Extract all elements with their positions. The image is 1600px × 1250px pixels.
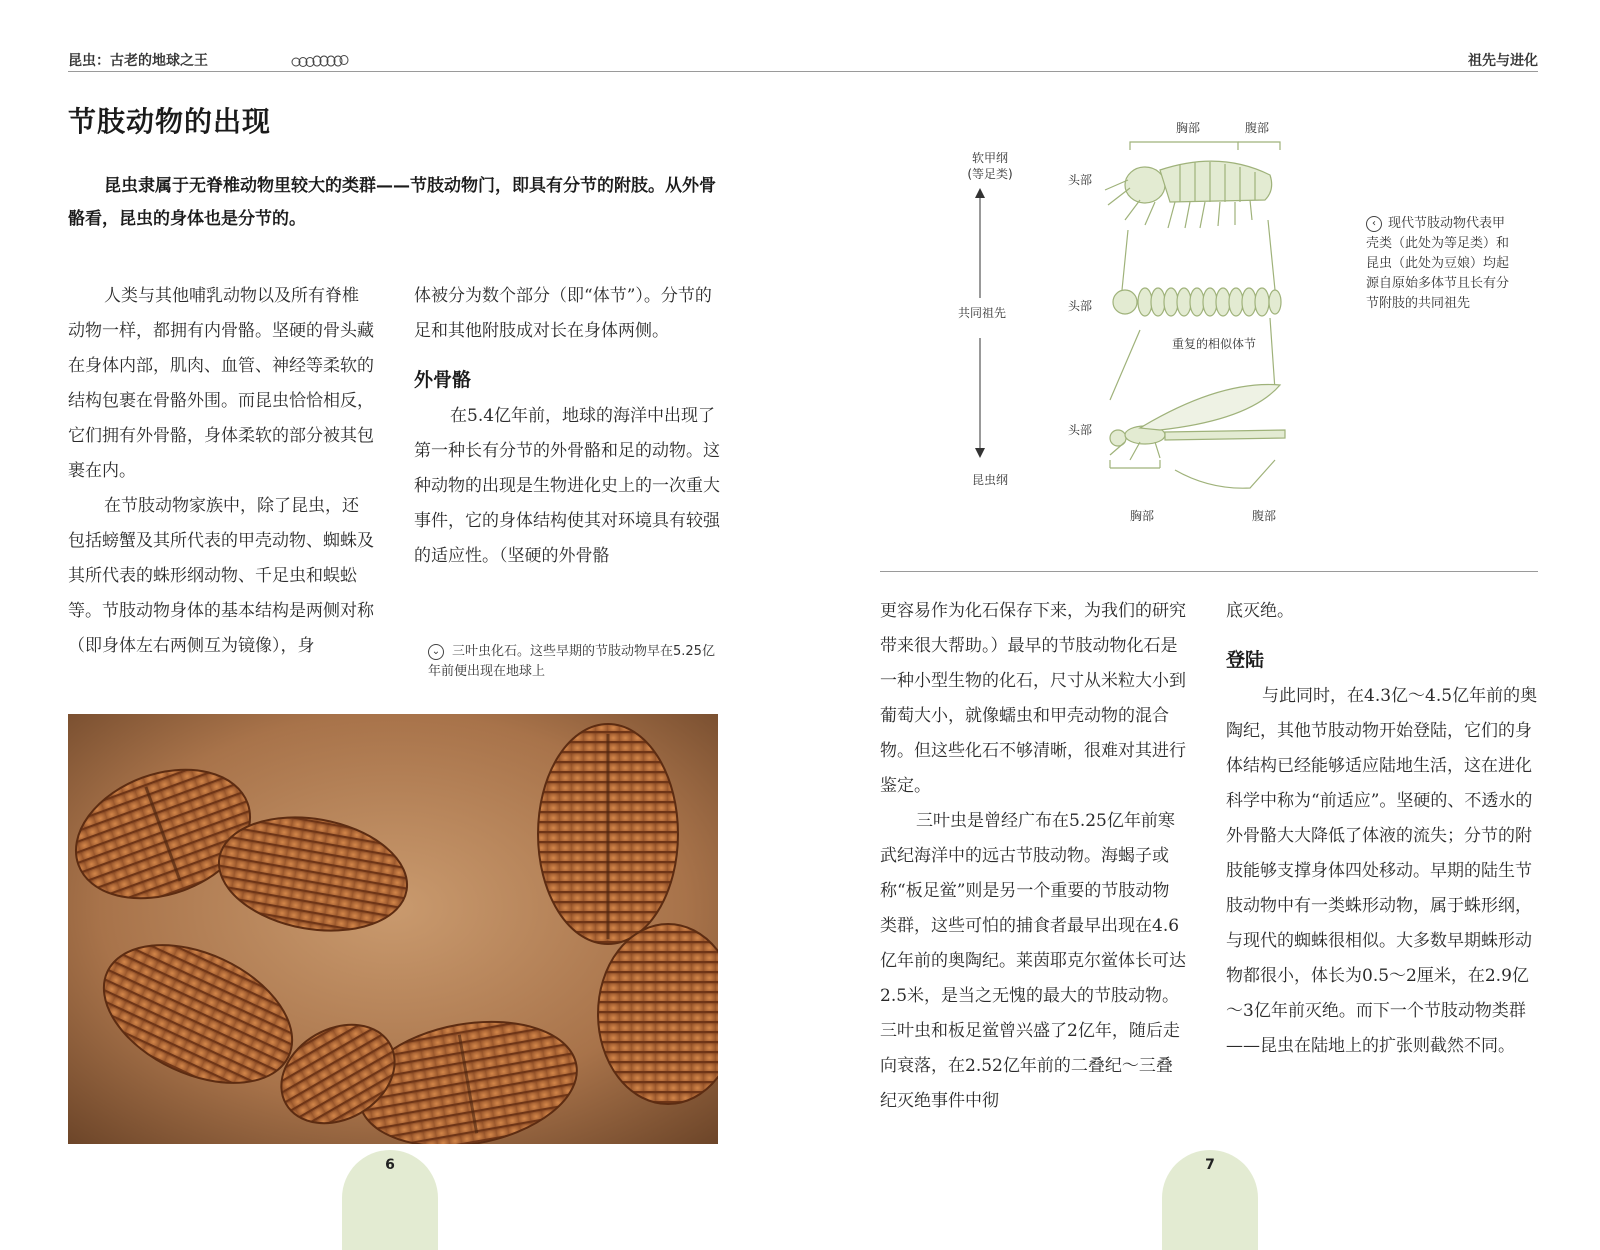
- section-rule: [880, 571, 1538, 572]
- page-title: 节肢动物的出现: [68, 105, 272, 138]
- diagram-label-head: 头部: [1068, 299, 1093, 313]
- diagram-label-abdomen: 腹部: [1245, 121, 1270, 135]
- left-column-1: [68, 279, 374, 664]
- body-paragraph: 在节肢动物家族中，除了昆虫，还包括螃蟹及其所代表的甲壳动物、蜘蛛及其所代表的蛛形纲动物、千足虫和蜈蚣等。节肢动物身体的基本结构是两侧对称（即身体左右两侧互为镜像），身: [68, 496, 374, 656]
- body-paragraph: 人类与其他哺乳动物以及所有脊椎动物一样，都拥有内骨骼。坚硬的骨头藏在身体内部，肌肉、血管、神经等柔软的结构包裹在骨骼外围。而昆虫恰恰相反，它们拥有外骨骼，身体柔软的部分被其包裹在内。: [68, 286, 374, 481]
- diagram-label-thorax: 胸部: [1130, 509, 1155, 523]
- body-paragraph: 与此同时，在4.3亿～4.5亿年前的奥陶纪，其他节肢动物开始登陆，它们的身体结构已经能够适应陆地生活，这在进化科学中称为“前适应”。坚硬的、不透水的外骨骼大大降低了体液的流失；分节的附肢能够支撑身体四处移动。早期的陆生节肢动物中有一类蛛形动物，属于蛛形纲，与现代的蜘蛛很相似。大多数早期蛛形动物都很小，体长为0.5～2厘米，在2.9亿～3亿年前灭绝。而下一个节肢动物类群——昆虫在陆地上的扩张则截然不同。: [1226, 686, 1538, 1056]
- damselfly-illustration: [1110, 385, 1285, 460]
- page-number-left: 6: [342, 1150, 438, 1250]
- body-paragraph: 在5.4亿年前，地球的海洋中出现了第一种长有分节的外骨骼和足的动物。这种动物的出现是生物进化史上的一次重大事件，它的身体结构使其对环境具有较强的适应性。（坚硬的外骨骼: [414, 406, 720, 566]
- section-heading-exoskeleton: 外骨骼: [414, 369, 472, 391]
- evolution-diagram: [1100, 130, 1330, 520]
- diagram-label-abdomen: 腹部: [1252, 509, 1277, 523]
- photo-caption-text: 三叶虫化石。这些早期的节肢动物早在5.25亿年前便出现在地球上: [428, 644, 715, 679]
- running-header-right: 祖先与进化: [1468, 53, 1538, 69]
- isopod-illustration: [1105, 161, 1272, 228]
- section-heading-landing: 登陆: [1226, 649, 1265, 671]
- diagram-label-insecta: 昆虫纲: [971, 473, 1008, 487]
- photo-caption: [428, 642, 720, 682]
- diagram-label-thorax: 胸部: [1176, 121, 1201, 135]
- left-arrow-icon: ‹: [1366, 216, 1382, 232]
- right-column-1: [880, 594, 1186, 1119]
- diagram-label-head: 头部: [1068, 423, 1093, 437]
- timeline-arrow: [970, 188, 990, 458]
- caterpillar-icon: [290, 52, 350, 70]
- diagram-label-top-class: 软甲纲 (等足类): [967, 151, 1013, 181]
- lead-text: 昆虫隶属于无脊椎动物里较大的类群——节肢动物门，即具有分节的附肢。从外骨骼看，昆虫的身体也是分节的。: [68, 176, 716, 229]
- diagram-label-segments: 重复的相似体节: [1172, 337, 1257, 351]
- diagram-caption-text: 现代节肢动物代表甲壳类（此处为等足类）和昆虫（此处为豆娘）均起源自原始多体节且长有分节附肢的共同祖先: [1366, 216, 1510, 311]
- right-column-2: [1226, 594, 1538, 1064]
- diagram-label-common-ancestor: 共同祖先: [957, 306, 1006, 320]
- body-paragraph: 体被分为数个部分（即“体节”）。分节的足和其他附肢成对长在身体两侧。: [414, 286, 712, 341]
- body-paragraph: 更容易作为化石保存下来，为我们的研究带来很大帮助。）最早的节肢动物化石是一种小型生物的化石，尺寸从米粒大小到葡萄大小，就像蠕虫和甲壳动物的混合物。但这些化石不够清晰，很难对其进行鉴定。: [880, 601, 1186, 796]
- lead-paragraph: [68, 170, 718, 236]
- down-arrow-icon: ⌄: [428, 644, 444, 660]
- header-rule: [68, 71, 1538, 72]
- body-paragraph: 三叶虫是曾经广布在5.25亿年前寒武纪海洋中的远古节肢动物。海蝎子或称“板足鲎”则是另一个重要的节肢动物类群，这些可怕的捕食者最早出现在4.6亿年前的奥陶纪。莱茵耶克尔鲎体长可达2.5米，是当之无愧的最大的节肢动物。三叶虫和板足鲎曾兴盛了2亿年，随后走向衰落，在2.52亿年前的二叠纪～三叠纪灭绝事件中彻: [880, 811, 1186, 1111]
- diagram-label-head: 头部: [1068, 173, 1093, 187]
- running-header-left: 昆虫：古老的地球之王: [68, 53, 208, 69]
- ancestor-illustration: [1113, 288, 1281, 316]
- trilobite-fossil-photo: [68, 714, 718, 1144]
- left-column-2: [414, 279, 720, 574]
- page-number-right: 7: [1162, 1150, 1258, 1250]
- body-paragraph: 底灭绝。: [1226, 601, 1294, 621]
- diagram-caption: [1366, 214, 1514, 314]
